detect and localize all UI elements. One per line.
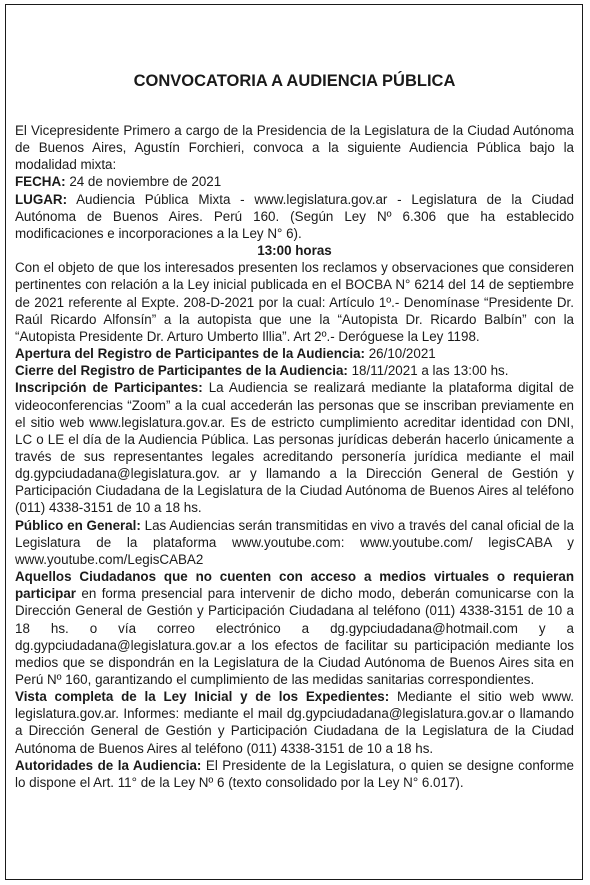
apertura-label: Apertura del Registro de Participantes de la Audiencia:	[15, 346, 365, 362]
cierre-label: Cierre del Registro de Participantes de la Audiencia:	[15, 363, 348, 379]
apertura-text: 26/10/2021	[364, 346, 436, 362]
fecha-paragraph	[15, 173, 574, 190]
document-body	[15, 71, 574, 791]
cierre-text: 18/11/2021 a las 13:00 hs.	[347, 363, 509, 379]
lugar-paragraph	[15, 191, 574, 242]
lugar-label: LUGAR:	[15, 191, 68, 207]
fecha-label: FECHA:	[15, 174, 66, 190]
inscripcion-paragraph	[15, 379, 574, 516]
autoridades-paragraph	[15, 757, 574, 791]
sin-acceso-text: en forma presencial para intervenir de dicho modo, deberán comunicarse con la Dirección General de Gestión y Participación Ciudadana al teléfono (011) 4338-3151 de 10 a 18 hs. o vía correo electrónico a dg.gypciudadana@hotmail.com y a dg.gypciudadana@legislatura.gov.ar a los efectos de facilitar su participación mediante los medios que se dispondrán en la Legislatura de la Ciudad Autónoma de Buenos Aires sita en Perú Nº 160, garantizando el cumplimiento de las medidas sanitarias correspondientes.	[15, 586, 574, 687]
fecha-text: 24 de noviembre de 2021	[65, 174, 222, 190]
vista-label: Vista completa de la Ley Inicial y de los Expedientes:	[15, 689, 390, 705]
hora-line: 13:00 horas	[257, 243, 332, 259]
publico-paragraph	[15, 517, 574, 568]
autoridades-text: El Presidente de la Legislatura, o quien se designe conforme lo dispone el Art. 11° de la Ley Nº 6 (texto consolidado por la Ley N° 6.017).	[15, 757, 574, 790]
vista-text: Mediante el sitio web www. legislatura.gov.ar. Informes: mediante el mail dg.gypciudadana@legislatura.gov.ar o llamando a Dirección General de Gestión y Participación Ciudadana de la Legislatura de la Ciudad Autónoma de Buenos Aires al teléfono (011) 4338-3151 de 10 a 18 hs.	[15, 689, 575, 756]
intro-paragraph: El Vicepresidente Primero a cargo de la Presidencia de la Legislatura de la Ciudad Autónoma de Buenos Aires, Agustín Forchieri, convoca a la siguiente Audiencia Pública bajo la modalidad mixta:	[15, 123, 574, 173]
lugar-text: Audiencia Pública Mixta - www.legislatura.gov.ar - Legislatura de la Ciudad Autónoma de Buenos Aires. Perú 160. (Según Ley Nº 6.306 que ha establecido modificaciones e incorporaciones a la Ley N° 6).	[15, 191, 574, 241]
inscripcion-label: Inscripción de Participantes:	[15, 380, 203, 396]
sin-acceso-label: Aquellos Ciudadanos que no cuenten con acceso a medios virtuales o requieran participar	[15, 569, 574, 602]
vista-paragraph	[15, 688, 574, 757]
publico-text: Las Audiencias serán transmitidas en vivo a través del canal oficial de la Legislatura de la plataforma www.youtube.com: www.youtube.com/ legisCABA y www.youtube.com/LegisCABA2	[15, 517, 574, 567]
cierre-paragraph	[15, 362, 574, 379]
publico-label: Público en General:	[15, 517, 141, 533]
inscripcion-text: La Audiencia se realizará mediante la plataforma digital de videoconferencias “Zoom” a la cual accederán las personas que se inscriban previamente en el sitio web www.legislatura.gov.ar. Es de estricto cumplimiento acreditar identidad con DNI, LC o LE el día de la Audiencia Pública. Las personas jurídicas deberán hacerlo únicamente a través de sus representantes legales acreditando personería jurídica mediante el mail dg.gypciudadana@legislatura.gov. ar y llamando a la Dirección General de Gestión y Participación Ciudadana de la Legislatura de la Ciudad Autónoma de Buenos Aires al teléfono (011) 4338-3151 de 10 a 18 hs.	[15, 380, 574, 516]
sin-acceso-paragraph	[15, 568, 574, 688]
autoridades-label: Autoridades de la Audiencia:	[15, 757, 202, 773]
document-frame	[5, 4, 583, 880]
apertura-paragraph	[15, 345, 574, 362]
objeto-paragraph: Con el objeto de que los interesados presenten los reclamos y observaciones que consideren pertinentes con relación a la Ley inicial publicada en el BOCBA N° 6214 del 14 de septiembre de 2021 referente al Expte. 208-D-2021 por la cual: Artículo 1º.- Denomínase “Presidente Dr. Raúl Ricardo Alfonsín” a la autopista que une la “Autopista Dr. Ricardo Balbín” con la “Autopista Presidente Dr. Arturo Umberto Illia”. Art 2º.- Deróguese la Ley 1198.	[15, 260, 574, 344]
page-title: CONVOCATORIA A AUDIENCIA PÚBLICA	[133, 72, 456, 90]
